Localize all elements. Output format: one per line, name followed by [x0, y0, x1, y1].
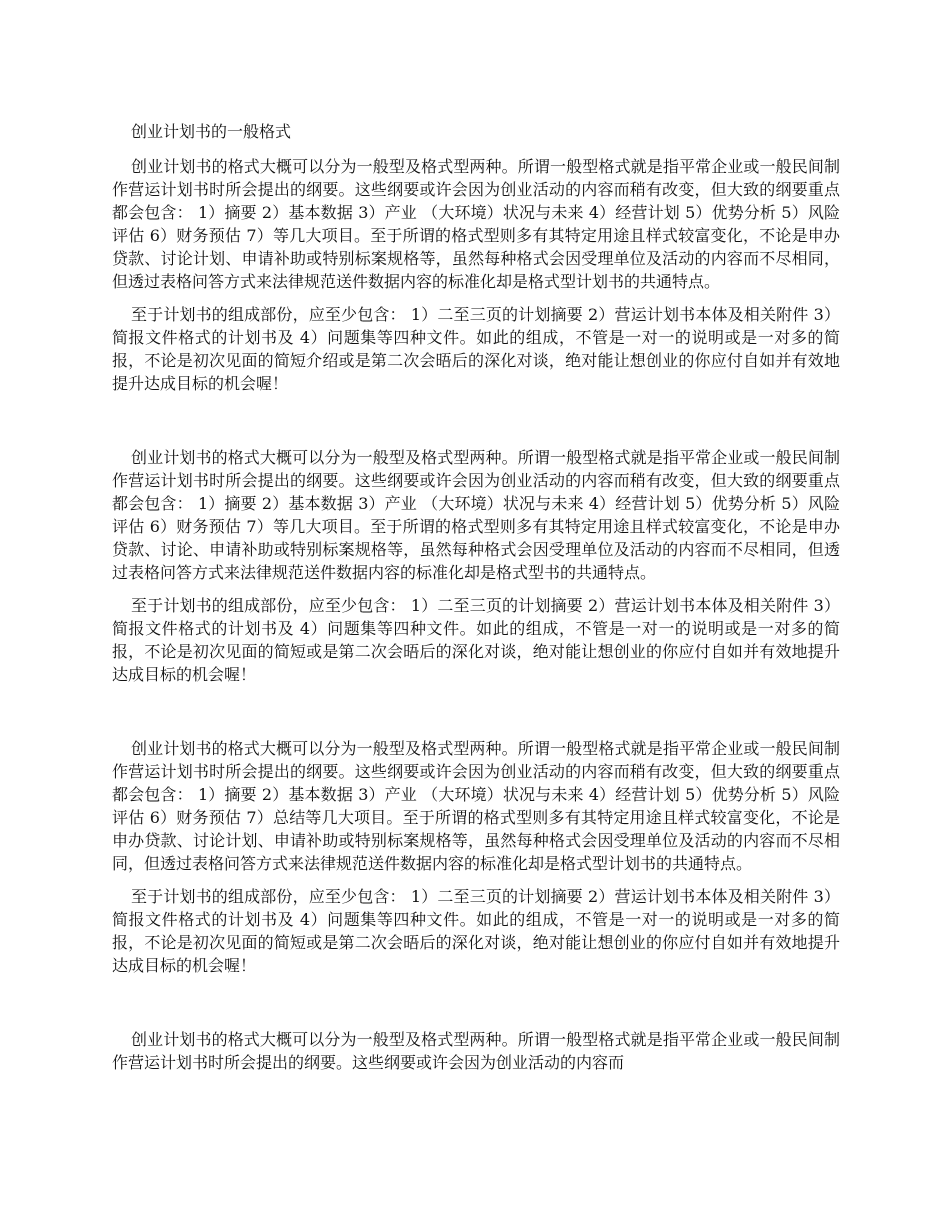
document-title: 创业计划书的一般格式 — [131, 122, 292, 141]
section-spacer — [112, 696, 840, 737]
section-spacer — [112, 405, 840, 446]
section-spacer — [112, 987, 840, 1028]
section-4-paragraph-1: 创业计划书的格式大概可以分为一般型及格式型两种。所谓一般型格式就是指平常企业或一般民间制作营运计划书时所会提出的纲要。这些纲要或许会因为创业活动的内容而 — [112, 1030, 840, 1072]
document-page — [112, 120, 840, 1084]
section-3-paragraph-2: 至于计划书的组成部份，应至少包含： 1）二至三页的计划摘要 2）营运计划书本体及相关附件 3）简报文件格式的计划书及 4）问题集等四种文件。如此的组成，不管是一对一的说明或是一对多的简报，不论是初次见面的简短或是第二次会晤后的深化对谈，绝对能让想创业的你应付自如并有效地提升达成目标的机会喔！ — [112, 887, 840, 975]
section-1-paragraph-1: 创业计划书的格式大概可以分为一般型及格式型两种。所谓一般型格式就是指平常企业或一般民间制作营运计划书时所会提出的纲要。这些纲要或许会因为创业活动的内容而稍有改变，但大致的纲要重点都会包含： 1）摘要 2）基本数据 3）产业 （大环境）状况与未来 4）经营计划 5）优势分析 5）风险评估 6）财务预估 7）等几大项目。至于所谓的格式型则多有其特定用途且样式较富变化，不论是申办贷款、讨论计划、申请补助或特别标案规格等，虽然每种格式会因受理单位及活动的内容而不尽相同，但透过表格问答方式来法律规范送件数据内容的标准化却是格式型计划书的共通特点。 — [112, 157, 840, 291]
section-2-paragraph-2: 至于计划书的组成部份，应至少包含： 1）二至三页的计划摘要 2）营运计划书本体及相关附件 3）简报文件格式的计划书及 4）问题集等四种文件。如此的组成，不管是一对一的说明或是一对多的简报，不论是初次见面的简短或是第二次会晤后的深化对谈，绝对能让想创业的你应付自如并有效地提升达成目标的机会喔！ — [112, 596, 840, 684]
section-2-paragraph-1: 创业计划书的格式大概可以分为一般型及格式型两种。所谓一般型格式就是指平常企业或一般民间制作营运计划书时所会提出的纲要。这些纲要或许会因为创业活动的内容而稍有改变，但大致的纲要重点都会包含： 1）摘要 2）基本数据 3）产业 （大环境）状况与未来 4）经营计划 5）优势分析 5）风险评估 6）财务预估 7）等几大项目。至于所谓的格式型则多有其特定用途且样式较富变化，不论是申办贷款、讨论、申请补助或特别标案规格等，虽然每种格式会因受理单位及活动的内容而不尽相同，但透过表格问答方式来法律规范送件数据内容的标准化却是格式型书的共通特点。 — [112, 448, 840, 582]
section-3-paragraph-1: 创业计划书的格式大概可以分为一般型及格式型两种。所谓一般型格式就是指平常企业或一般民间制作营运计划书时所会提出的纲要。这些纲要或许会因为创业活动的内容而稍有改变，但大致的纲要重点都会包含： 1）摘要 2）基本数据 3）产业 （大环境）状况与未来 4）经营计划 5）优势分析 5）风险评估 6）财务预估 7）总结等几大项目。至于所谓的格式型则多有其特定用途且样式较富变化，不论是申办贷款、讨论计划、申请补助或特别标案规格等，虽然每种格式会因受理单位及活动的内容而不尽相同，但透过表格问答方式来法律规范送件数据内容的标准化却是格式型计划书的共通特点。 — [112, 739, 840, 873]
section-1-paragraph-2: 至于计划书的组成部份，应至少包含： 1）二至三页的计划摘要 2）营运计划书本体及相关附件 3）简报文件格式的计划书及 4）问题集等四种文件。如此的组成，不管是一对一的说明或是一对多的简报，不论是初次见面的简短介绍或是第二次会晤后的深化对谈，绝对能让想创业的你应付自如并有效地提升达成目标的机会喔！ — [112, 305, 840, 393]
